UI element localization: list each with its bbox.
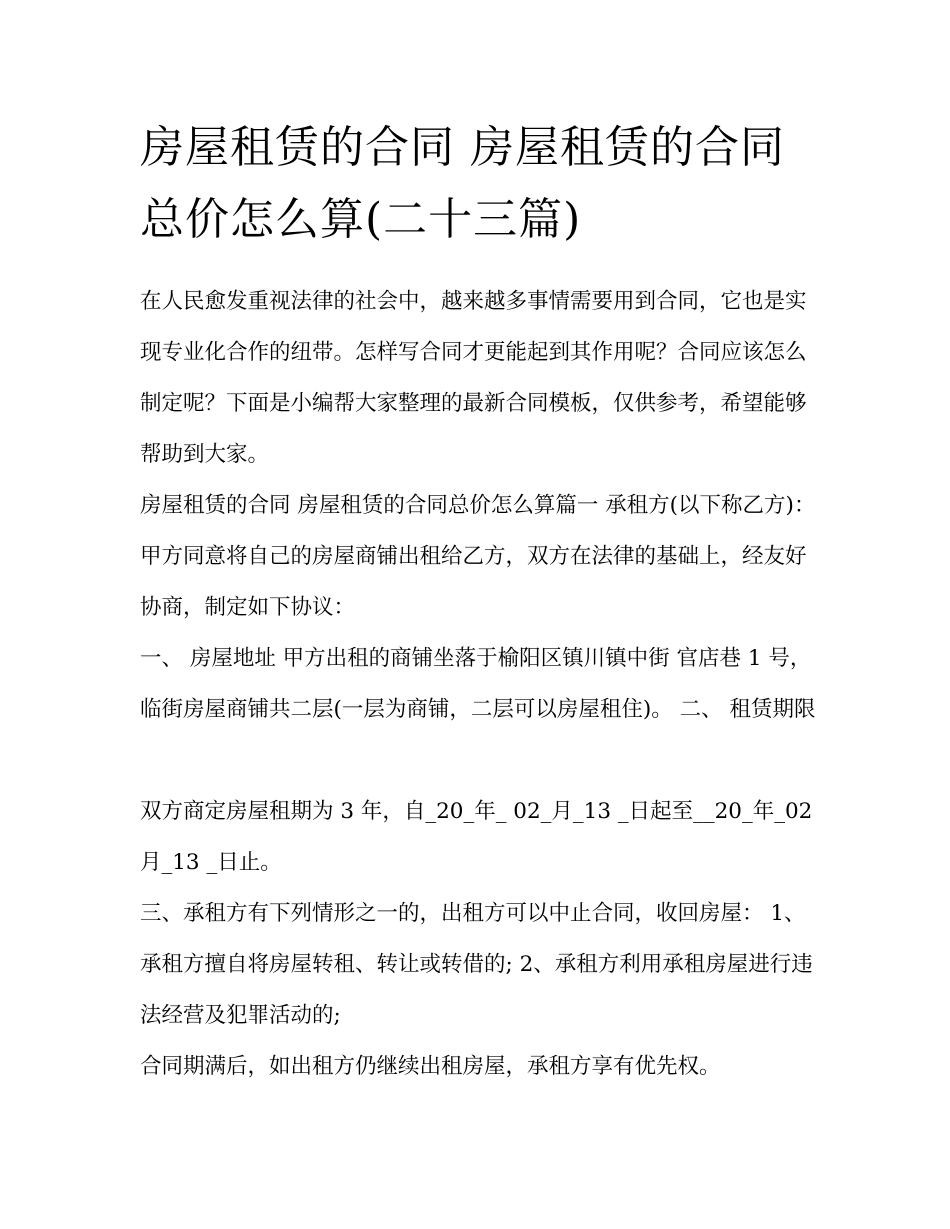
paragraph-termination: 三、承租方有下列情形之一的，出租方可以中止合同，收回房屋： 1、承租方擅自将房屋转租、转让或转借的; 2、承租方利用承租房屋进行违法经营及犯罪活动的;	[140, 901, 813, 1028]
paragraph-lease-term: 双方商定房屋租期为 3 年，自_20_年_ 02_月_13 _日起至__20_年_02 月_13 _日止。	[140, 799, 813, 875]
paragraph-address: 一、 房屋地址 甲方出租的商铺坐落于榆阳区镇川镇中街 官店巷 1 号，临街房屋商铺共二层(一层为商铺，二层可以房屋租住)。 二、 租赁期限	[140, 646, 816, 722]
document-title: 房屋租赁的合同 房屋租赁的合同总价怎么算(二十三篇)	[140, 122, 785, 245]
paragraph-intro: 在人民愈发重视法律的社会中，越来越多事情需要用到合同，它也是实现专业化合作的纽带。怎样写合同才更能起到其作用呢？合同应该怎么制定呢？下面是小编帮大家整理的最新合同模板，仅供参考，希望能够帮助到大家。	[140, 289, 807, 467]
paragraph-renewal: 合同期满后，如出租方仍继续出租房屋，承租方享有优先权。	[140, 1054, 721, 1079]
paragraph-parties: 房屋租赁的合同 房屋租赁的合同总价怎么算篇一 承租方(以下称乙方)： 甲方同意将自己的房屋商铺出租给乙方，双方在法律的基础上，经友好协商，制定如下协议：	[140, 493, 816, 620]
